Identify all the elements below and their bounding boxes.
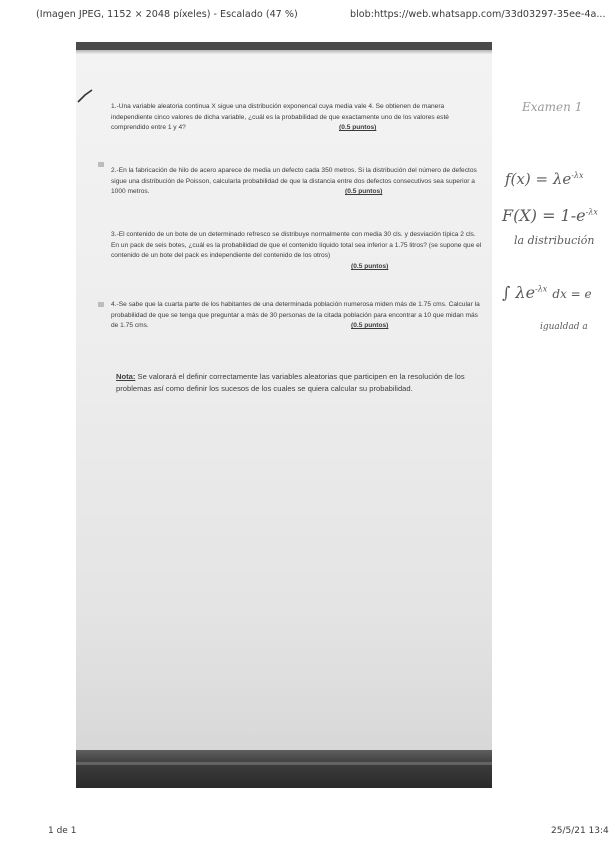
question-3-points: (0.5 puntos) [351, 263, 389, 270]
question-3 [111, 230, 483, 270]
print-header [0, 9, 616, 27]
question-1 [111, 102, 483, 134]
exam-photo [76, 42, 492, 788]
question-1-text: 1.-Una variable aleatoria continua X sigue una distribución exponencal cuya media vale 4. Se obtienen de manera independiente cinco valores de dicha variable, ¿cuál es la probabilidad de que exactamente uno de los valores esté comprendido entre 1 y 4? [111, 103, 449, 132]
question-1-points: (0.5 puntos) [339, 124, 377, 131]
handwritten-line-3: la distribución [514, 234, 595, 247]
handwritten-line-5: igualdad a [540, 322, 588, 332]
question-4-points: (0.5 puntos) [351, 322, 389, 329]
photo-background-bottom [76, 750, 492, 788]
handwritten-line-1: $f(x) = \lambda e^{-\lambda x}$ [505, 170, 584, 188]
handwritten-title: Examen 1 [522, 100, 583, 114]
question-2-points: (0.5 puntos) [345, 188, 383, 195]
question-2 [111, 166, 483, 198]
handwritten-line-2: $F(X) = 1-e^{-\lambda x}$ [502, 206, 598, 225]
handwritten-line-4: ∫ $\lambda e^{-\lambda x}$ dx = e [502, 283, 592, 302]
question-3-text: 3.-El contenido de un bote de un determinado refresco se distribuye normalmente con media 30 cls. y desviación típica 2 cls. En un pack de seis botes, ¿cuál es la probabilidad de que el contenido líquido total sea inferior a 1.75 litros? (se supone que el contenido de un bote del pack es independiente del contenido de los otros) [111, 231, 482, 260]
pen-mark-icon [76, 88, 94, 104]
image-title: (Imagen JPEG, 1152 × 2048 píxeles) - Escalado (47 %) [36, 9, 298, 20]
question-4-text: 4.-Se sabe que la cuarta parte de los habitantes de una determinada población numerosa miden más de 1.75 cms. Calcular la probabilidad de que se tenga que preguntar a más de 30 personas de la citada población para encontrar a 10 que midan más de 1.75 cms. [111, 301, 480, 330]
exam-sheet [76, 50, 492, 750]
question-4 [111, 300, 483, 332]
blob-url: blob:https://web.whatsapp.com/33d03297-35ee-4a... [350, 9, 606, 20]
note-text: Se valorará el definir correctamente las variables aleatorias que participen en la resolución de los problemas así como definir los sucesos de los cuales se quiera calcular su probabilidad. [116, 372, 465, 393]
exam-note [116, 371, 481, 395]
question-2-text: 2.-En la fabricación de hilo de acero aparece de media un defecto cada 350 metros. Si la distribución del número de defectos sigue una distribución de Poisson, calcularla probabilidad de que la distancia entre dos defectos consecutivos sea superior a 1000 metros. [111, 167, 477, 196]
page-counter: 1 de 1 [48, 826, 77, 836]
print-date: 25/5/21 13:4 [551, 826, 609, 836]
note-label: Nota: [116, 372, 136, 381]
